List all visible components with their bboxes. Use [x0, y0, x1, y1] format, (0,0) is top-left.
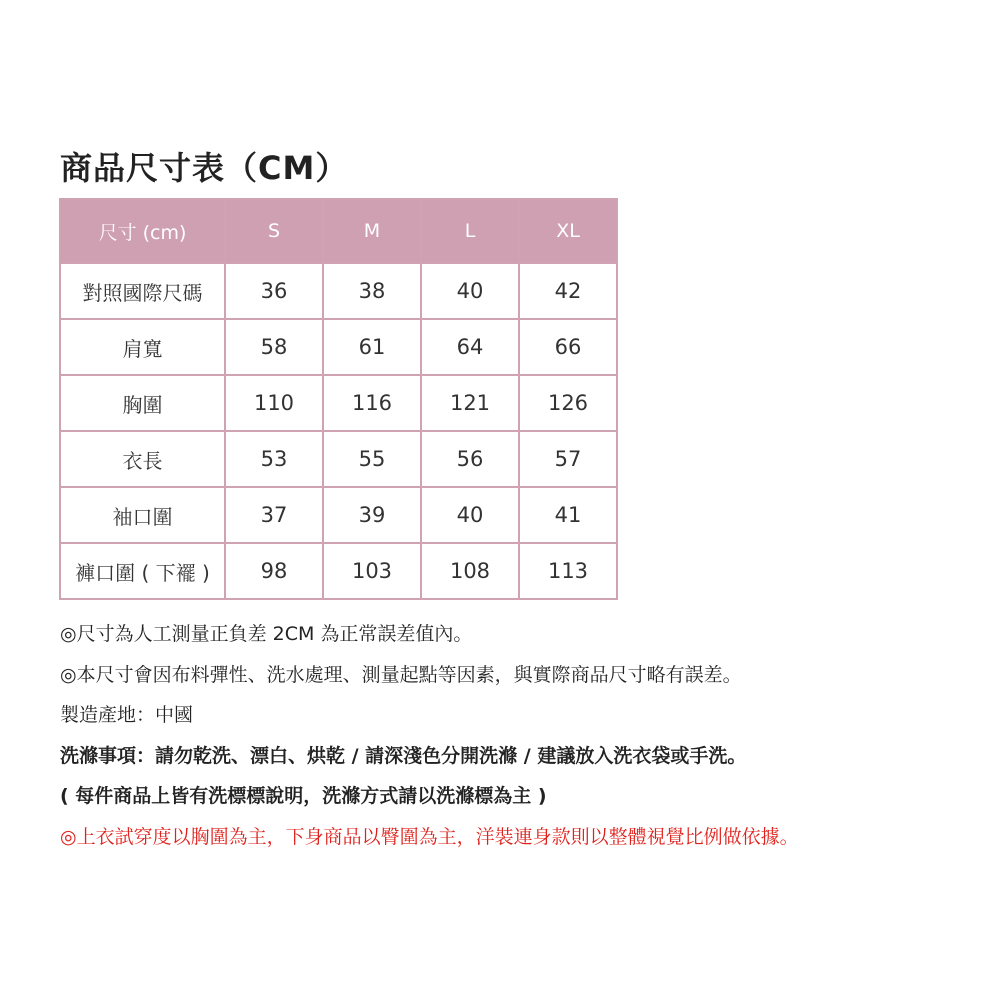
- table-row: [60, 375, 617, 431]
- row-label: 褲口圍 ( 下襬 ): [60, 543, 225, 599]
- header-m: M: [323, 199, 421, 263]
- table-cell: 58: [225, 319, 323, 375]
- table-cell: 40: [421, 263, 519, 319]
- note-measurement-tolerance: ◎尺寸為人工測量正負差 2CM 為正常誤差值內。: [60, 623, 473, 645]
- header-xl: XL: [519, 199, 617, 263]
- table-cell: 61: [323, 319, 421, 375]
- table-cell: 108: [421, 543, 519, 599]
- table-cell: 56: [421, 431, 519, 487]
- table-row: [60, 431, 617, 487]
- table-cell: 39: [323, 487, 421, 543]
- table-cell: 116: [323, 375, 421, 431]
- table-row: [60, 543, 617, 599]
- note-washing-instructions: 洗滌事項：請勿乾洗、漂白、烘乾 / 請深淺色分開洗滌 / 建議放入洗衣袋或手洗。: [60, 744, 747, 767]
- table-cell: 57: [519, 431, 617, 487]
- table-cell: 98: [225, 543, 323, 599]
- size-table: [59, 198, 618, 600]
- note-fabric-variance: ◎本尺寸會因布料彈性、洗水處理、測量起點等因素，與實際商品尺寸略有誤差。: [60, 663, 742, 686]
- table-cell: 42: [519, 263, 617, 319]
- table-cell: 113: [519, 543, 617, 599]
- table-cell: 126: [519, 375, 617, 431]
- table-cell: 55: [323, 431, 421, 487]
- table-cell: 110: [225, 375, 323, 431]
- header-size-cm: 尺寸 (cm): [60, 199, 225, 263]
- note-origin: 製造產地：中國: [60, 704, 194, 726]
- table-cell: 66: [519, 319, 617, 375]
- note-fitting-guide: ◎上衣試穿度以胸圍為主，下身商品以臀圍為主，洋裝連身款則以整體視覺比例做依據。: [60, 825, 799, 848]
- page-title: 商品尺寸表（CM）: [60, 149, 349, 187]
- header-l: L: [421, 199, 519, 263]
- table-cell: 36: [225, 263, 323, 319]
- table-cell: 40: [421, 487, 519, 543]
- row-label: 對照國際尺碼: [60, 263, 225, 319]
- table-row: [60, 263, 617, 319]
- table-cell: 37: [225, 487, 323, 543]
- row-label: 肩寬: [60, 319, 225, 375]
- table-cell: 103: [323, 543, 421, 599]
- row-label: 袖口圍: [60, 487, 225, 543]
- table-row: [60, 319, 617, 375]
- table-cell: 53: [225, 431, 323, 487]
- row-label: 衣長: [60, 431, 225, 487]
- table-header-row: [60, 199, 617, 263]
- notes-section: [60, 622, 980, 865]
- table-row: [60, 487, 617, 543]
- table-cell: 41: [519, 487, 617, 543]
- header-s: S: [225, 199, 323, 263]
- table-cell: 64: [421, 319, 519, 375]
- note-washing-label: ( 每件商品上皆有洗標標說明，洗滌方式請以洗滌標為主 ): [60, 785, 547, 807]
- table-cell: 121: [421, 375, 519, 431]
- row-label: 胸圍: [60, 375, 225, 431]
- table-cell: 38: [323, 263, 421, 319]
